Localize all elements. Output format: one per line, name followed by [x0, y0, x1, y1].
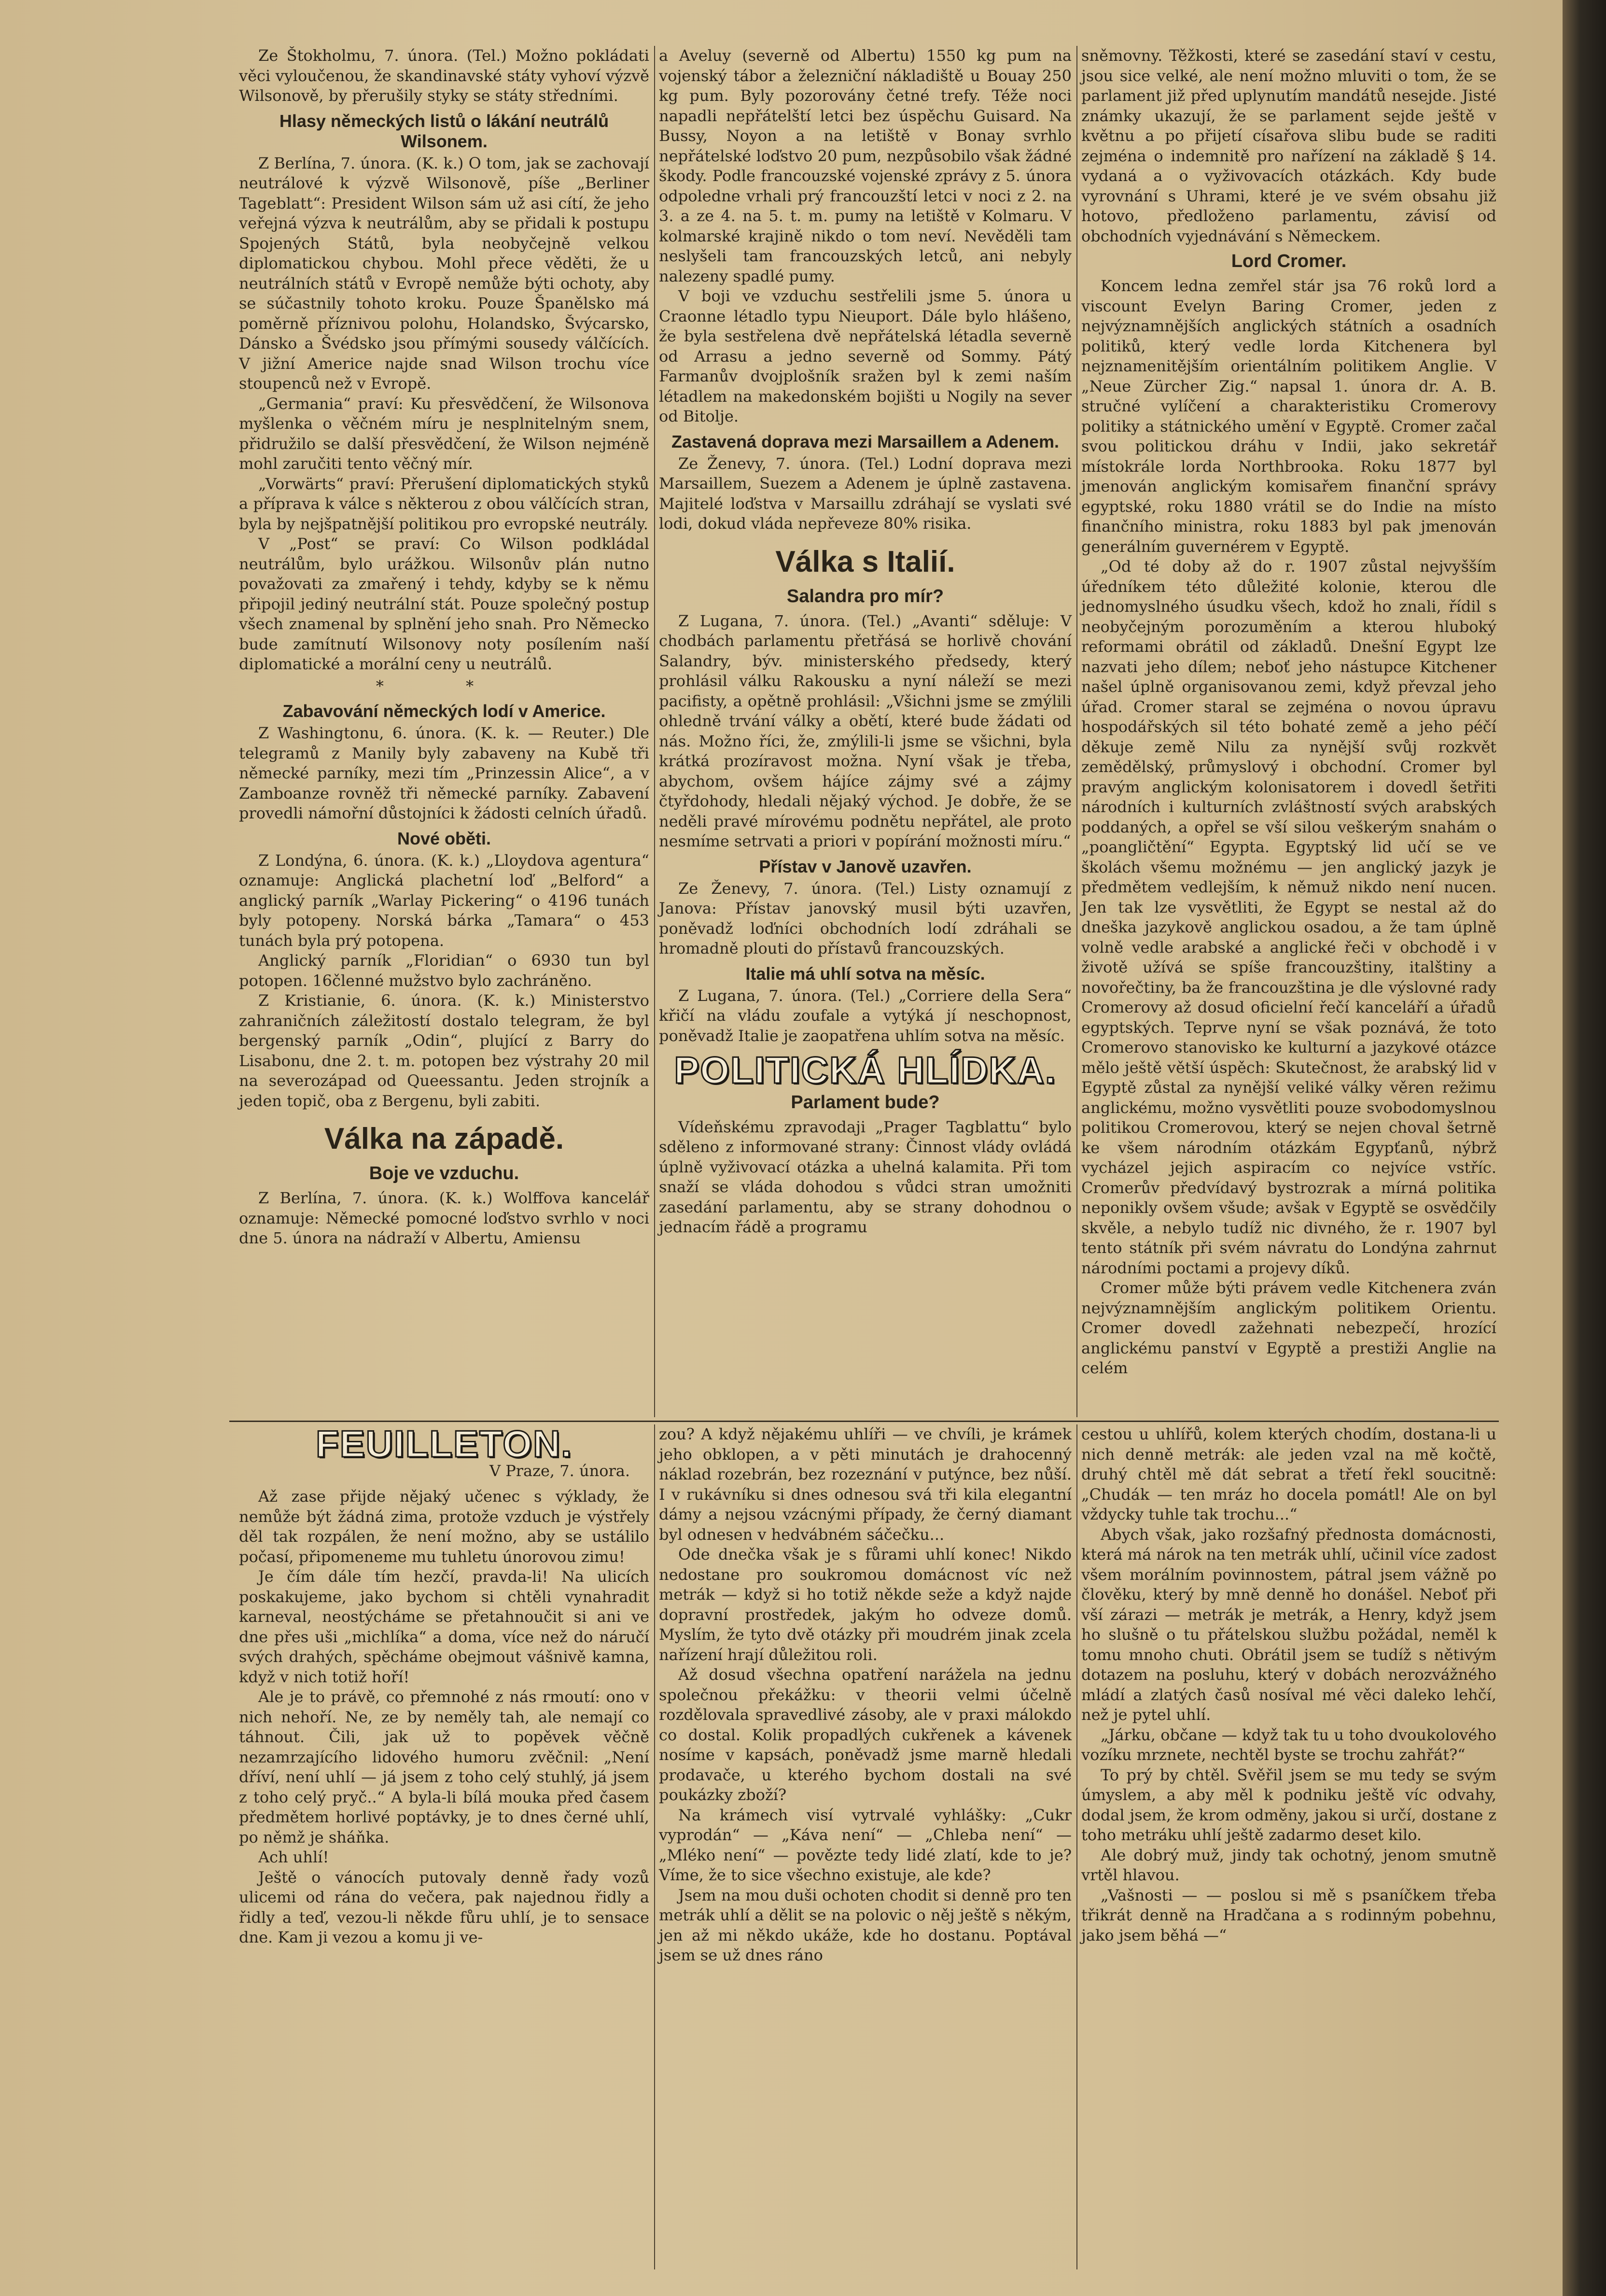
feuilleton-paragraph: „Járku, občane — když tak tu u toho dvoukolového vozíku mrznete, nechtěl byste se trochu zahřát?“ — [1081, 1725, 1496, 1764]
article-cromer-1: Koncem ledna zemřel stár jsa 76 roků lord a viscount Evelyn Baring Cromer, jeden z nejvýznamnějších anglických státních a osadních politiků, který vedle lorda Kitchenera byl nejznamenitějším orientálním politikem Anglie. V „Neue Zürcher Zig.“ napsal 1. února dr. A. B. stručné vylíčení a charakteristiku Cromerovy politiky a státnického umění v Egyptě. Cromer začal svou politickou dráhu v Indii, jako sekretář místokrále lorda Northbrooka. Roku 1877 byl jmenován anglickým komisařem finanční správy egyptské, roku 1880 vrátil se do Indie na místo finančního ministra, roku 1883 byl pak jmenován generálním guvernérem v Egyptě. — [1081, 277, 1496, 556]
headline-salandra: Salandra pro mír? — [786, 586, 944, 606]
feuilleton-paragraph: Ode dnečka však je s fůrami uhlí konec! Nikdo nedostane pro soukromou domácnost víc než metrák — když si ho totiž někde seže a když najde dopravní prostředek, jakým ho odveze domů. Myslím, že tyto dvě otázky při moudrém jinak zcela nařízení hrají důležitou roli. — [659, 1545, 1072, 1664]
column-2 — [659, 46, 1072, 1238]
article-snemovny: sněmovny. Těžkosti, které se zasedání staví v cestu, jsou sice velké, ale není možno mluviti o tom, že se parlament již před uplynutím mandátů nesejde. Jisté známky ukazují, že se parlament sejde ještě v květnu a po přijetí císařova slibu bude se raditi zejména o indemnitě pro nařízení na základě § 14. vydaná a o vyživovacích otázkách. Kdy bude vyrovnání s Uhrami, které je ve svém obsahu již hotovo, předloženo parlamentu, závisí od obchodních vyjednávání s Německem. — [1081, 46, 1496, 245]
article-londyn: Z Londýna, 6. února. (K. k.) „Lloydova agentura“ oznamuje: Anglická plachetní loď „Belford“ a anglický parník „Warlay Pickering“ o 4196 tunách byly potopeny. Norská bárka „Tamara“ o 453 tunách byla prý potopena. — [239, 851, 649, 950]
feuilleton-paragraph: Abych však, jako rozšafný přednosta domácnosti, která má nárok na ten metrák uhlí, učinil více zadost všem morálním povinnostem, pátral jsem vážně po člověku, který by mně denně ho donášel. Neboť při vší zárazi — metrák je metrák, a Henry, když jsem ho slušně o tu přátelskou službu požádal, neměl k tomu mnoho chuti. Obrátil jsem se tudíž s nětivým dotazem na posluhu, který v dobách nerozvážného mládí a zlatých časů nosíval mé věci daleko lehčí, než je pytel uhlí. — [1081, 1525, 1497, 1724]
headline-zabavovani: Zabavování německých lodí v Americe. — [282, 701, 606, 721]
headline-boje-ve-vzduchu: Boje ve vzduchu. — [369, 1163, 519, 1183]
column-1 — [239, 46, 649, 1249]
headline-valka-s-italii: Válka s Italií. — [775, 545, 955, 578]
headline-nove-obeti: Nové oběti. — [397, 828, 491, 848]
feuilleton-paragraph: Ale dobrý muž, jindy tak ochotný, jenom smutně vrtěl hlavou. — [1081, 1845, 1496, 1884]
page-edge-shadow — [1563, 0, 1606, 2296]
feuilleton-rule-1 — [654, 1424, 655, 2269]
feuilleton-paragraph: Až dosud všechna opatření narážela na jednu společnou překážku: v theorii velmi účelně rozdělovala spravedlivé zásoby, ale v praxi málokdo co dostal. Kolik propadlých cukřenek a kávenek nosíme v kapsách, poněvadž jsme marně hledali prodavače, u kterého bychom dostali na své poukázky zboží? — [659, 1665, 1072, 1804]
article-vorwaerts: „Vorwärts“ praví: Přerušení diplomatických styků a příprava k válce s některou z obou válčících stran, byla by nejšpatnější politikou pro evropské neutrály. — [239, 474, 649, 533]
article-washington: Z Washingtonu, 6. února. (K. k. — Reuter.) Dle telegramů z Manily byly zabaveny na Kubě tři německé parníky, mezi tím „Prinzessin Alice“, a v Zamboanze rovněž tři německé parníky. Zabavení provedli námořní důstojníci k žádosti celních úřadů. — [239, 724, 649, 822]
article-kristianie: Z Kristianie, 6. února. (K. k.) Ministerstvo zahraničních záležitostí dostalo telegram, že byl bergenský parník „Odin“, plující z Barry do Lisabonu, dne 2. t. m. potopen bez výstrahy 20 mil na severozápad od Queessantu. Jeden strojník a jeden topič, oba z Bergenu, byli zabiti. — [239, 991, 649, 1110]
article-lugano-avanti: Z Lugana, 7. února. (Tel.) „Avanti“ sděluje: V chodbách parlamentu přetřásá se horlivě chování Salandry, býv. ministerského předsedy, který prohlásil válku Rakousku a nyní náleží se mezi pacifisty, a opětně prohlásil: „Všichni jsme se zmýlili ohledně trvání války a obětí, které bude žádati od nás. Možno říci, že, zmýlili-li jsme se všichni, byla krátká prozíravost možna. Nyní však je třeba, abychom, ovšem hájíce zájmy své a zájmy čtyřdohody, hledali nějaký východ. Je dobře, že se neděli pravé mírovému podnětu nepřátel, ale proto nesmíme setrvati a priori v popírání možnosti míru.“ — [659, 611, 1072, 850]
feuilleton-rule-2 — [1076, 1424, 1077, 2269]
article-floridian: Anglický parník „Floridian“ o 6930 tun byl potopen. 16členné mužstvo bylo zachráněno. — [239, 951, 649, 990]
headline-italie-uhli: Italie má uhlí sotva na měsíc. — [745, 963, 985, 984]
section-banner-politicka-hlidka: POLITICKÁ HLÍDKA. — [674, 1049, 1057, 1091]
feuilleton-banner: FEUILLETON. — [316, 1423, 573, 1465]
article-cromer-2: „Od té doby až do r. 1907 zůstal nejvyšším úředníkem této důležité kolonie, kterou dle jednomyslného úsudku všech, kdož ho znali, řídil s neobyčejným porozuměním a kterou hluboký reformami obrátil od základů. Dnešní Egypt lze nazvati jeho dílem; neboť jeho nástupce Kitchener našel úplně organisovanou zemi, když převzal jeho úřad. Cromer staral se zejména o novou úpravu hospodářských sil této bohaté země a jeho péčí děkuje země Nilu za nynější svůj rozkvět zemědělský, průmyslový i obchodní. Cromer byl pravým anglickým kolonisatorem i dovedl šetřiti národních i kulturních zvláštností svých arabských poddaných, a opřel se vší silou veškerým snahám o „poangličtění“ Egypta. Egyptský lid učí se ve školách všemu možnému — jen anglický jazyk je předmětem vedlejším, k němuž nikdo není nucen. Jen tak lze vysvětliti, že Egypt se nestal až do dneška jazykově anglickou osadou, a že tam úplně volně vedle arabské a anglické řeči v obchodě i v životě užívá se spíše francouzštiny, italštiny a novořečtiny, ba že francouzština je dle výslovné rady Cromerovy až dosud oficielní řečí kanceláří a úřadů egyptských. Teprve nyní se však poznává, že toto Cromerovo stanovisko ke kulturní a jazykové otázce mělo ještě větší úspěch: Skutečnost, že arabský lid v Egyptě zůstal za nynější veliké války věren režimu anglickému, možno vysvětliti pouze svobodomyslnou politikou Cromerovou, který se nejen choval šetrně ke všem národním otázkám Egypťanů, nýbrž vycházel jejich aspiracím co nejvíce vstříc. Cromerův předvídavý bystrozrak a mírná politika neponikly ovšem všude; avšak v Egyptě se osvědčily skvěle, a nebylo tudíž nic divného, že r. 1907 byl tento státník při svém návratu do Londýna zahrnut národními poctami a projevy díků. — [1081, 557, 1496, 1277]
article-zeneva-janov: Ze Ženevy, 7. února. (Tel.) Listy oznamují z Janova: Přístav janovský musil býti uzavřen, poněvadž loďníci obchodních lodí zdráhali se hromadně plouti do přístavů francouzských. — [659, 879, 1072, 958]
headline-pristav-janov: Přístav v Janově uzavřen. — [759, 856, 972, 876]
article-post: V „Post“ se praví: Co Wilson podkládal neutrálům, bylo urážkou. Wilsonův plán nutno považovati za zmařený i tehdy, kdyby se k němu připojil jediný neutrální stát. Pouze společný postup všech znamenal by splnění jeho snah. Pro Německo bude zamítnutí Wilsonovy noty posílením naší diplomatické a morální ceny u neutrálů. — [239, 535, 649, 673]
feuilleton-paragraph: Ještě o vánocích putovaly denně řady vozů ulicemi od rána do večera, pak najednou řidly a řidly a teď, vezou-li někde fůru uhlí, je to sensace dne. Kam ji vezou a komu ji ve- — [239, 1868, 649, 1946]
article-boj-ve-vzduchu: V boji ve vzduchu sestřelili jsme 5. února u Craonne létadlo typu Nieuport. Dále bylo hlášeno, že byla sestřelena dvě nepřátelská létadla severně od Arrasu a jedno severně od Sommy. Pátý Farmanův dvojplošník sražen byl k zemi naším létadlem na makedonském bojišti u Nogily na sever od Bitolje. — [659, 287, 1072, 425]
feuilleton-paragraph: Jsem na mou duši ochoten chodit si denně pro ten metrák uhlí a dělit se na polovic o něj ještě s někým, jen až mi někdo ukáže, kde ho dostanu. Poptával jsem se už dnes ráno — [659, 1886, 1072, 1964]
feuilleton-paragraph: Je čím dále tím hezčí, pravda-li! Na ulicích poskakujeme, jako bychom si chtěli vynahradit karneval, neostýcháme se přetahnoučit si ani ve dne přes uši „michlíka“ a doma, více než do náručí svých drahých, spěcháme obejmout vášnivě kamna, když v nich totiž hoří! — [239, 1567, 649, 1686]
feuilleton-dateline: V Praze, 7. února. — [489, 1461, 630, 1480]
feuilleton-paragraph: Ale je to právě, co přemnohé z nás rmoutí: ono v nich nehoří. Ne, ze by neměly tah, ale nemají co táhnout. Čili, jak už to popěvek věčně nezamrzajícího lidového humoru zvěčnil: „Není dříví, není uhlí — já jsem z toho celý stuhlý, já jsem z toho celý pryč..“ A byla-li bílá mouka před časem předmětem horlivé poptávky, je to dnes černé uhlí, po němž je sháňka. — [239, 1688, 649, 1846]
column-3 — [1081, 46, 1496, 1379]
headline-hlasy: Hlasy německých listů o lákání neutrálů Wilsonem. — [279, 111, 609, 151]
article-lugano-corriere: Z Lugana, 7. února. (Tel.) „Corriere della Sera“ křičí na vládu zoufale a vytýká jí neschopnost, poněvadž Italie je zaopatřena uhlím sotva na měsíc. — [659, 986, 1072, 1045]
feuilleton-column-1 — [239, 1424, 649, 1948]
headline-parlament: Parlament bude? — [791, 1092, 940, 1113]
feuilleton-paragraph: cestou u uhlířů, kolem kterých chodím, dostana-li u nich denně metrák: ale jeden vzal na mě kočtě, druhý chtěl mě dát sebrat a třetí řekl soucitně: „Chudák — ten mráz ho docela pomátl! Ale on byl vždycky tuhle tak trochu...“ — [1081, 1425, 1496, 1523]
article-berlin-wilson: Z Berlína, 7. února. (K. k.) O tom, jak se zachovají neutrálové k výzvě Wilsonově, píše „Berliner Tageblatt“: President Wilson sám už asi cítí, že jeho veřejná výzva k neutrálům, aby se přidali k postupu Spojených Států, byla neobyčejně velkou diplomatickou chybou. Mohl přece věděti, že u neutrálních států v Evropě nemůže býti ochoty, aby se súčastnily tohoto kroku. Pouze Španělsko má poměrně příznivou polohu, Holandsko, Švýcarsko, Dánsko a Švédsko jsou přímými sousedy válčících. V jižní Americe najde snad Wilson trochu více stoupenců než v Evropě. — [239, 154, 649, 393]
column-rule-2 — [1076, 46, 1077, 1417]
article-prager-tagblatt: Vídeňskému zpravodaji „Prager Tagblattu“ bylo sděleno z informované strany: Činnost vlády ovládá úplně vyživovací otázka a uhelná kalamita. Při tom snaží se vláda dohodou s vůdci stran umožniti zasedání parlamentu, aby se strany dohodnou o jednacím řádě a programu — [659, 1117, 1072, 1236]
feuilleton-paragraph: Na krámech visí vytrvalé vyhlášky: „Cukr vyprodán“ — „Káva není“ — „Chleba není“ — „Mléko není“ — povězte tedy lidé zlatí, kde to je? Víme, že to sice všechno existuje, ale kde? — [659, 1805, 1072, 1884]
article-berlin-wolff: Z Berlína, 7. února. (K. k.) Wolffova kancelář oznamuje: Německé pomocné loďstvo svrhlo v noci dne 5. února na nádraží v Albertu, Amiensu — [239, 1189, 649, 1247]
article-germania: „Germania“ praví: Ku přesvědčení, že Wilsonova myšlenka o věčném míru je nesplnitelným snem, přidružilo se další přesvědčení, že Wilson nejméně mohl zaručiti tento věčný mír. — [239, 394, 649, 473]
feuilleton-paragraph: „Vašnosti — — poslou si mě s psaníčkem třeba třikrát denně na Hradčana a s rodinným pobehnu, jako jsem běhá —“ — [1081, 1886, 1496, 1944]
feuilleton-rule — [229, 1421, 1499, 1422]
feuilleton-paragraph: Až zase přijde nějaký učenec s výklady, že nemůže být žádná zima, protože vzduch je výstřely děl tak rozpálen, že není možno, aby se ustálilo počasí, připomeneme mu tuhletu únorovou zimu! — [239, 1487, 649, 1566]
feuilleton-paragraph: Ach uhlí! — [258, 1848, 329, 1866]
article-cromer-3: Cromer může býti právem vedle Kitchenera zván nejvýznamnějším anglickým politikem Orientu. Cromer dovedl zažehnati nebezpečí, hrozící anglickému panství v Egyptě a prestiži Anglie na celém — [1081, 1279, 1496, 1377]
feuilleton-paragraph: To prý by chtěl. Svěřil jsem se mu tedy se svým úmyslem, a aby měl k podniku ještě víc odvahy, dodal jsem, že krom odměny, jakou si určí, dostane z toho metráku uhlí ještě zadarmo deset kilo. — [1081, 1765, 1496, 1844]
article-stockholm: Ze Štokholmu, 7. února. (Tel.) Možno pokládati věci vyloučenou, že skandinavské státy vyhoví výzvě Wilsonově, by přerušily styky se státy středními. — [239, 46, 649, 105]
column-rule-1 — [654, 46, 655, 1417]
article-zeneva-marsaille: Ze Ženevy, 7. února. (Tel.) Lodní doprava mezi Marsaillem, Suezem a Adenem je úplně zastavena. Majitelé loďstva v Marsaillu zdráhají se vyslati své lodi, dokud vláda nepřeveze 80% risika. — [659, 454, 1072, 533]
section-separator: * * — [376, 676, 513, 695]
article-aveluy: a Aveluy (severně od Albertu) 1550 kg pum na vojenský tábor a železniční nákladiště u Bouay 250 kg pum. Byly pozorovány četné trefy. Téže noci napadli nepřátelští letci bez úspěchu Guisard. Na Bussy, Noyon a na letiště v Bonay svrhlo nepřátelské loďstvo 20 pum, nezpůsobilo však žádné škody. Podle francouzské vojenské zprávy z 5. února odpoledne vrhali prý francouzští letci v noci z 2. na 3. a ze 4. na 5. t. m. pumy na letiště v Kolmaru. V kolmarské krajině nikdo o tom neví. Nevěděli tam neslyšeli tam francouzských letců, ani nebyly nalezeny spadlé pumy. — [659, 46, 1072, 285]
feuilleton-column-3 — [1081, 1424, 1496, 1945]
headline-zastavena-doprava: Zastavená doprava mezi Marsaillem a Adenem. — [671, 431, 1059, 451]
headline-lord-cromer: Lord Cromer. — [1231, 251, 1347, 271]
headline-valka-na-zapade: Válka na západě. — [324, 1122, 564, 1155]
feuilleton-column-2 — [659, 1424, 1072, 1966]
feuilleton-paragraph: zou? A když nějakému uhlíři — ve chvíli, je krámek jeho obklopen, a v pěti minutách je drahocenný náklad rozebrán, bez rozeznání v putýnce, bez nůší. I v rukávníku si dnes odnesou svá tři kila elegantní dámy a nejsou vzácnými případy, že černý diamant byl odnesen v hedvábném sáčečku... — [659, 1425, 1072, 1544]
